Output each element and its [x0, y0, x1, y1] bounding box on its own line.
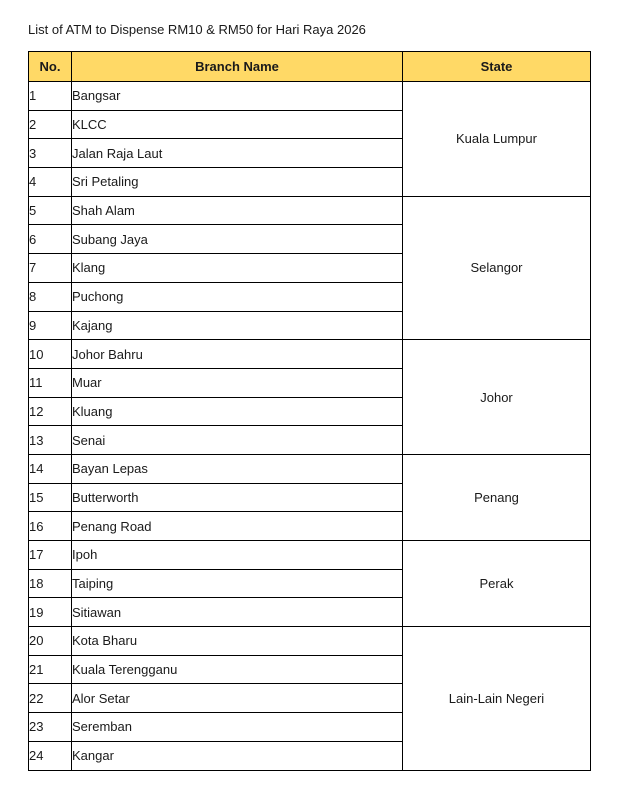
branch-name: Shah Alam [72, 196, 403, 225]
table-header-row [29, 52, 591, 82]
row-number: 24 [29, 741, 72, 770]
branch-name: Sri Petaling [72, 168, 403, 197]
row-number: 17 [29, 541, 72, 570]
branch-name: Taiping [72, 569, 403, 598]
row-number: 18 [29, 569, 72, 598]
row-number: 22 [29, 684, 72, 713]
atm-branch-table [28, 51, 591, 771]
branch-name: Johor Bahru [72, 340, 403, 369]
state-name: Kuala Lumpur [403, 82, 591, 197]
branch-name: Kajang [72, 311, 403, 340]
row-number: 12 [29, 397, 72, 426]
header-no: No. [29, 52, 72, 82]
branch-name: Penang Road [72, 512, 403, 541]
branch-name: Alor Setar [72, 684, 403, 713]
table-row [29, 82, 591, 111]
row-number: 2 [29, 110, 72, 139]
state-name: Perak [403, 541, 591, 627]
row-number: 21 [29, 655, 72, 684]
branch-name: Muar [72, 368, 403, 397]
row-number: 5 [29, 196, 72, 225]
table-row [29, 627, 591, 656]
state-name: Lain-Lain Negeri [403, 627, 591, 770]
row-number: 16 [29, 512, 72, 541]
row-number: 20 [29, 627, 72, 656]
branch-name: Bayan Lepas [72, 454, 403, 483]
table-row [29, 541, 591, 570]
row-number: 3 [29, 139, 72, 168]
document-title: List of ATM to Dispense RM10 & RM50 for Hari Raya 2026 [28, 22, 366, 37]
branch-name: Kluang [72, 397, 403, 426]
row-number: 1 [29, 82, 72, 111]
branch-name: Ipoh [72, 541, 403, 570]
row-number: 7 [29, 254, 72, 283]
table-row [29, 454, 591, 483]
table-row [29, 196, 591, 225]
row-number: 15 [29, 483, 72, 512]
branch-name: Senai [72, 426, 403, 455]
state-name: Penang [403, 454, 591, 540]
row-number: 8 [29, 282, 72, 311]
state-name: Johor [403, 340, 591, 455]
table-row [29, 340, 591, 369]
branch-name: KLCC [72, 110, 403, 139]
row-number: 11 [29, 368, 72, 397]
branch-name: Kota Bharu [72, 627, 403, 656]
row-number: 4 [29, 168, 72, 197]
row-number: 23 [29, 713, 72, 742]
row-number: 10 [29, 340, 72, 369]
header-branch-name: Branch Name [72, 52, 403, 82]
header-state: State [403, 52, 591, 82]
row-number: 19 [29, 598, 72, 627]
row-number: 13 [29, 426, 72, 455]
branch-name: Puchong [72, 282, 403, 311]
row-number: 9 [29, 311, 72, 340]
branch-name: Butterworth [72, 483, 403, 512]
state-name: Selangor [403, 196, 591, 339]
branch-name: Jalan Raja Laut [72, 139, 403, 168]
branch-name: Sitiawan [72, 598, 403, 627]
row-number: 6 [29, 225, 72, 254]
branch-name: Klang [72, 254, 403, 283]
table-body [29, 82, 591, 771]
branch-name: Bangsar [72, 82, 403, 111]
branch-name: Seremban [72, 713, 403, 742]
branch-name: Kuala Terengganu [72, 655, 403, 684]
row-number: 14 [29, 454, 72, 483]
branch-name: Kangar [72, 741, 403, 770]
branch-name: Subang Jaya [72, 225, 403, 254]
